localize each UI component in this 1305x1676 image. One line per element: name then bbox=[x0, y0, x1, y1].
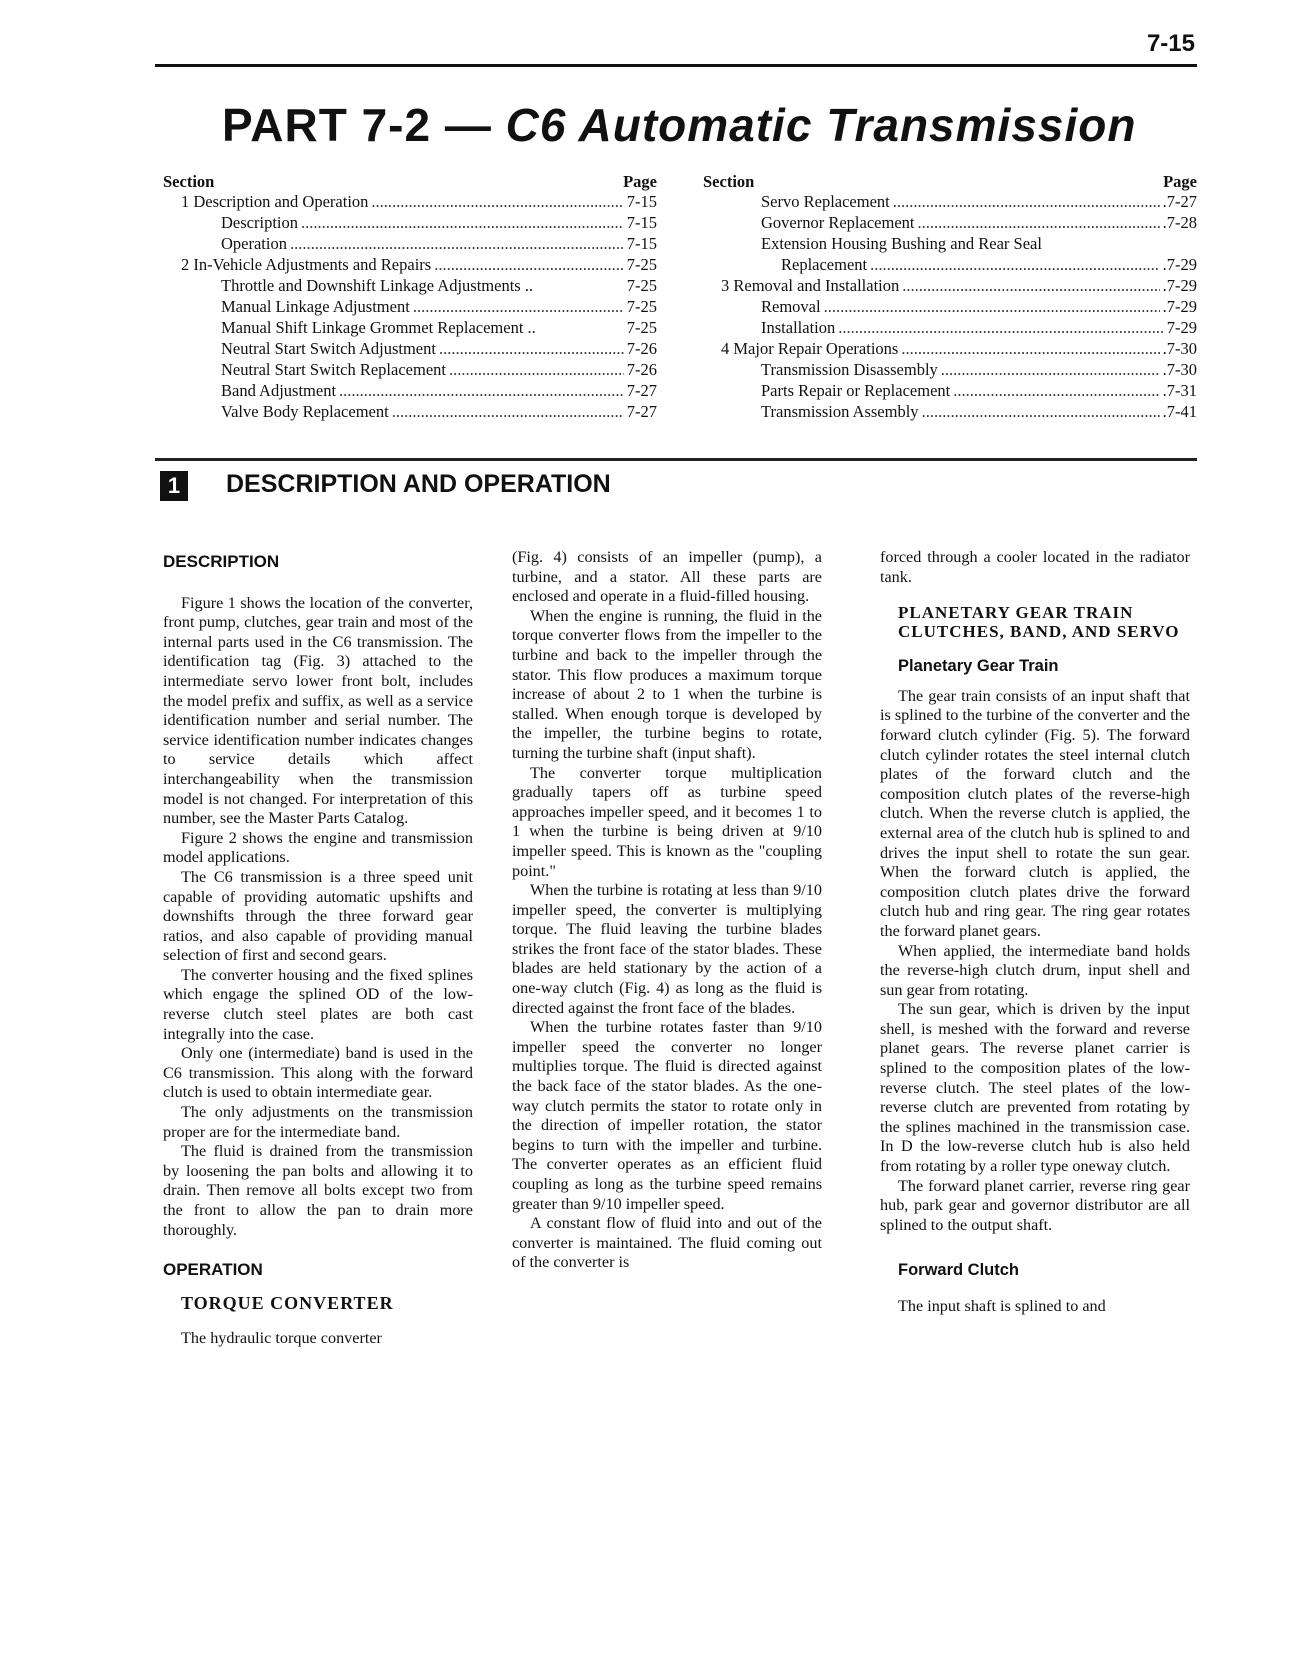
toc-entry[interactable]: Governor Replacement ..... .7-28 bbox=[703, 213, 1197, 234]
toc-entry[interactable]: Transmission Assembly ..... .7-41 bbox=[703, 402, 1197, 423]
text-column-1 bbox=[163, 552, 473, 1349]
paragraph: The input shaft is splined to and bbox=[898, 1297, 1106, 1315]
page-title bbox=[222, 98, 1137, 152]
toc-page-label: Page bbox=[623, 172, 657, 191]
toc-entry[interactable]: 4 Major Repair Operations ..... .7-30 bbox=[703, 339, 1197, 360]
paragraph: The fluid is drained from the transmission by loosening the pan bolts and allowing it to drain. Then remove all bolts except two from the front to allow the pan to drain more thoroughly. bbox=[163, 1142, 473, 1239]
text-column-2 bbox=[512, 548, 822, 1273]
paragraph: The converter torque multiplication gradually tapers off as turbine speed approaches impeller speed, and it becomes 1 to 1 when the turbine is being driven at 9/10 impeller speed. This is known as the "coupling point." bbox=[512, 763, 822, 880]
toc-section-label: Section bbox=[163, 172, 215, 191]
toc-entry[interactable]: Throttle and Downshift Linkage Adjustments .. 7-25 bbox=[221, 276, 657, 295]
toc-entry[interactable]: Manual Linkage Adjustment ..... 7-25 bbox=[163, 297, 657, 318]
toc-entry[interactable]: Removal ..... .7-29 bbox=[703, 297, 1197, 318]
toc-header bbox=[163, 172, 657, 192]
toc-entry[interactable]: Replacement ..... .7-29 bbox=[703, 255, 1197, 276]
paragraph: The forward planet carrier, reverse ring gear hub, park gear and governor distributor are all splined to the output shaft. bbox=[880, 1176, 1190, 1234]
text-column-3 bbox=[880, 548, 1190, 1317]
toc-entry[interactable]: Parts Repair or Replacement ..... .7-31 bbox=[703, 381, 1197, 402]
toc-entry[interactable]: Operation ..... 7-15 bbox=[163, 234, 657, 255]
heading-planetary-gear-train: Planetary Gear Train bbox=[898, 657, 1059, 676]
toc-entry[interactable]: Manual Shift Linkage Grommet Replacement .. 7-25 bbox=[221, 318, 657, 337]
heading-planetary-gear-train-clutches: PLANETARY GEAR TRAIN CLUTCHES, BAND, AND SERVO bbox=[898, 603, 1180, 642]
toc-entry[interactable]: 3 Removal and Installation ..... .7-29 bbox=[703, 276, 1197, 297]
section-number-badge: 1 bbox=[160, 471, 188, 501]
paragraph: (Fig. 4) consists of an impeller (pump), a turbine, and a stator. All these parts are enclosed and operate in a fluid-filled housing. bbox=[512, 548, 822, 606]
toc-entry[interactable]: Transmission Disassembly ..... .7-30 bbox=[703, 360, 1197, 381]
toc-entry[interactable]: Neutral Start Switch Replacement ..... 7-26 bbox=[163, 360, 657, 381]
paragraph: When the turbine rotates faster than 9/10 impeller speed the converter no longer multiplies torque. The fluid is directed against the back face of the stator blades. As the one-way clutch permits the stator to rotate only in the direction of impeller rotation, the stator begins to turn with the impeller and turbine. The converter operates as an efficient fluid coupling as long as the turbine speed remains greater than 9/10 impeller speed. bbox=[512, 1018, 822, 1213]
paragraph: A constant flow of fluid into and out of the converter is maintained. The fluid coming out of the converter is bbox=[512, 1214, 822, 1272]
part-label: PART 7-2 — bbox=[222, 99, 492, 151]
paragraph: When the turbine is rotating at less than 9/10 impeller speed, the converter is multiplying torque. The fluid leaving the turbine blades strikes the front face of the stator blades. These blades are held stationary by the action of a one-way clutch (Fig. 4) as long as the fluid is directed against the front face of the blades. bbox=[512, 881, 822, 1017]
paragraph: The sun gear, which is driven by the input shell, is meshed with the forward and reverse planet gears. The reverse planet carrier is splined to the composition plates of the low-reverse clutch. The steel plates of the low-reverse clutch are prevented from rotating by the splines machined in the transmission case. In D the low-reverse clutch hub is also held from rotating by a roller type oneway clutch. bbox=[880, 1000, 1190, 1176]
paragraph: When the engine is running, the fluid in the torque converter flows from the impeller to the turbine and back to the impeller through the stator. This flow produces a maximum torque increase of about 2 to 1 when the turbine is stalled. When enough torque is developed by the impeller, the turbine begins to rotate, turning the turbine shaft (input shaft). bbox=[512, 606, 822, 762]
toc-right bbox=[703, 172, 1197, 423]
toc-entry[interactable]: Installation ..... 7-29 bbox=[703, 318, 1197, 339]
heading-operation: OPERATION bbox=[163, 1260, 263, 1280]
paragraph: Figure 1 shows the location of the converter, front pump, clutches, gear train and most of the internal parts used in the C6 transmission. The identification tag (Fig. 3) attached to the intermediate servo lower front bolt, includes the model prefix and suffix, as well as a service identification number and serial number. The service identification number indicates changes to service details which affect interchangeability when the transmission model is not changed. For interpretation of this number, see the Master Parts Catalog. bbox=[163, 593, 473, 828]
section-rule bbox=[155, 458, 1197, 461]
heading-forward-clutch: Forward Clutch bbox=[898, 1261, 1020, 1280]
top-rule bbox=[155, 64, 1197, 67]
toc-entry[interactable]: 1 Description and Operation ..... 7-15 bbox=[163, 192, 657, 213]
paragraph: forced through a cooler located in the radiator tank. bbox=[880, 548, 1190, 586]
toc-entry[interactable]: Valve Body Replacement ..... 7-27 bbox=[163, 402, 657, 423]
toc-section-label: Section bbox=[703, 172, 755, 191]
toc-entry[interactable]: Band Adjustment ..... 7-27 bbox=[163, 381, 657, 402]
toc-entry[interactable]: Extension Housing Bushing and Rear Seal bbox=[761, 234, 1042, 253]
toc-entry[interactable]: 2 In-Vehicle Adjustments and Repairs ..... 7-25 bbox=[163, 255, 657, 276]
paragraph: When applied, the intermediate band holds the reverse-high clutch drum, input shell and sun gear from rotating. bbox=[880, 941, 1190, 999]
part-subject: C6 Automatic Transmission bbox=[505, 99, 1137, 151]
page-number: 7-15 bbox=[1146, 30, 1195, 57]
toc-entry[interactable]: Servo Replacement ..... .7-27 bbox=[703, 192, 1197, 213]
toc-entry[interactable]: Neutral Start Switch Adjustment ..... 7-26 bbox=[163, 339, 657, 360]
section-title: DESCRIPTION AND OPERATION bbox=[226, 470, 611, 498]
toc-left bbox=[163, 172, 657, 423]
paragraph: Figure 2 shows the engine and transmission model applications. bbox=[163, 828, 473, 867]
paragraph: Only one (intermediate) band is used in the C6 transmission. This along with the forward clutch is used to obtain intermediate gear. bbox=[163, 1044, 473, 1102]
paragraph: The C6 transmission is a three speed unit capable of providing automatic upshifts and downshifts through the three forward gear ratios, and also capable of providing manual selection of first and second gears. bbox=[163, 867, 473, 965]
heading-torque-converter: TORQUE CONVERTER bbox=[181, 1292, 394, 1313]
paragraph: The gear train consists of an input shaft that is splined to the turbine of the converter and the forward clutch cylinder (Fig. 5). The forward clutch cylinder rotates the steel internal clutch plates of the forward clutch and the composition clutch plates of the reverse-high clutch. When the reverse clutch is applied, the external area of the clutch hub is splined to and drives the input shell to rotate the sun gear. When the forward clutch is applied, the composition clutch plates drive the forward clutch hub and ring gear. The ring gear rotates the forward planet gears. bbox=[880, 686, 1190, 940]
toc-page-label: Page bbox=[1163, 172, 1197, 191]
paragraph: The only adjustments on the transmission proper are for the intermediate band. bbox=[163, 1103, 473, 1141]
toc-entry[interactable]: Description ..... 7-15 bbox=[163, 213, 657, 234]
toc-header bbox=[703, 172, 1197, 192]
paragraph: The converter housing and the fixed splines which engage the splined OD of the low-reverse clutch steel plates are both cast integrally into the case. bbox=[163, 965, 473, 1043]
paragraph: The hydraulic torque converter bbox=[181, 1329, 382, 1348]
heading-description: DESCRIPTION bbox=[163, 552, 280, 571]
